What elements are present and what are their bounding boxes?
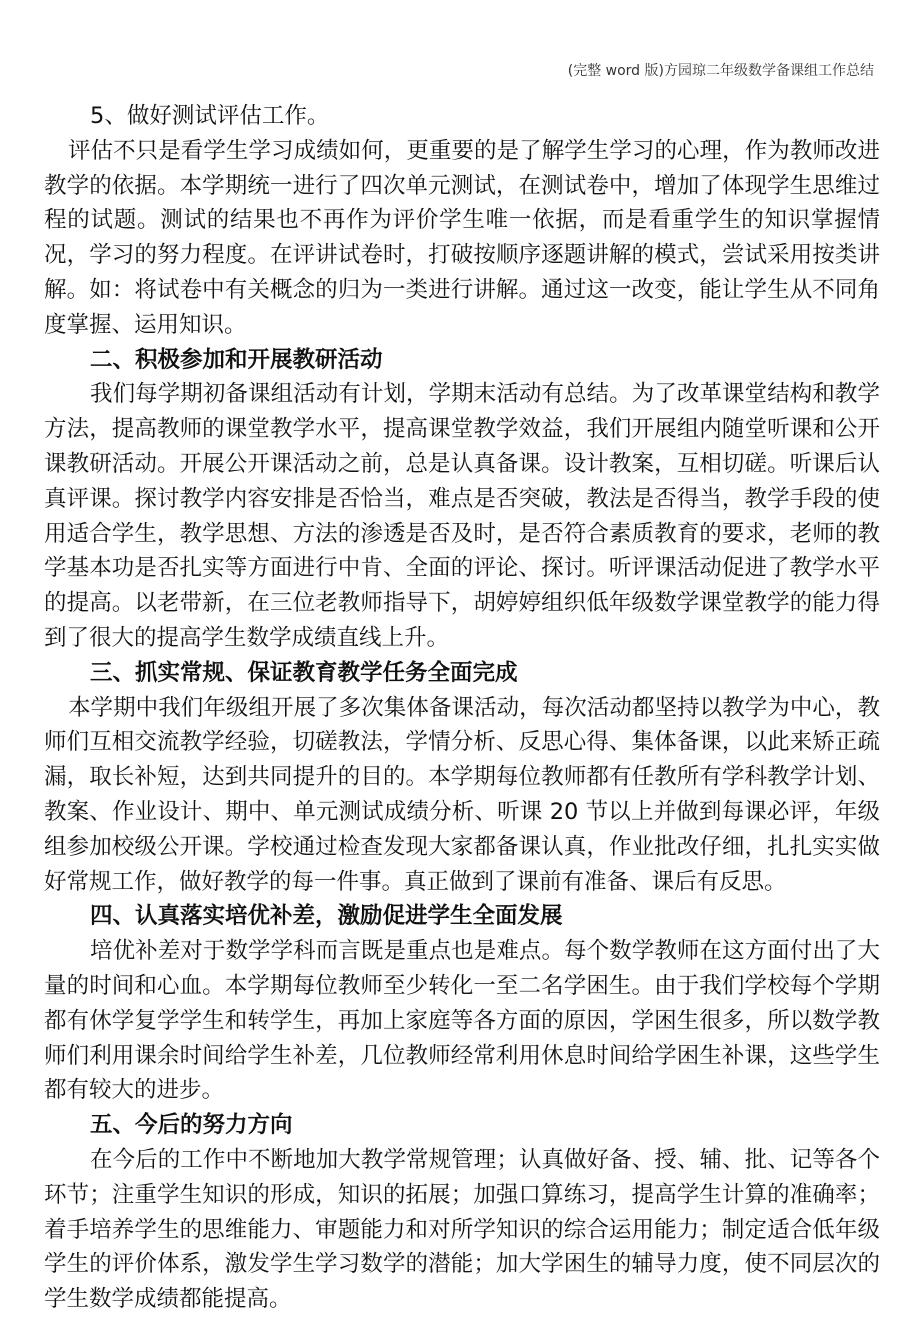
section2-heading: 二、积极参加和开展教研活动	[90, 346, 383, 373]
section4-heading: 四、认真落实培优补差，激励促进学生全面发展	[90, 903, 563, 930]
document-body	[44, 99, 880, 1317]
section3-paragraph: 本学期中我们年级组开展了多次集体备课活动，每次活动都坚持以教学为中心，教师们互相交流教学经验，切磋教法，学情分析、反思心得、集体备课，以此来矫正疏漏，取长补短，达到共同提升的目的。本学期每位教师都有任教所有学科教学计划、教案、作业设计、期中、单元测试成绩分析、听课 20 节以上并做到每课必评，年级组参加校级公开课。学校通过检查发现大家都备课认真，作业批改仔细，扎扎实实做好常规工作，做好教学的每一件事。真正做到了课前有准备、课后有反思。	[44, 694, 880, 895]
item5-title: 5、做好测试评估工作。	[90, 103, 330, 129]
section3-heading: 三、抓实常规、保证教育教学任务全面完成	[90, 659, 518, 686]
section2-paragraph: 我们每学期初备课组活动有计划，学期末活动有总结。为了改革课堂结构和教学方法，提高教师的课堂教学水平，提高课堂教学效益，我们开展组内随堂听课和公开课教研活动。开展公开课活动之前，总是认真备课。设计教案，互相切磋。听课后认真评课。探讨教学内容安排是否恰当，难点是否突破，教法是否得当，教学手段的使用适合学生，教学思想、方法的渗透是否及时，是否符合素质教育的要求，老师的教学基本功是否扎实等方面进行中肯、全面的评论、探讨。听评课活动促进了教学水平的提高。以老带新，在三位老教师指导下，胡婷婷组织低年级数学课堂教学的能力得到了很大的提高学生数学成绩直线上升。	[44, 381, 880, 651]
section4-paragraph: 培优补差对于数学学科而言既是重点也是难点。每个数学教师在这方面付出了大量的时间和心血。本学期每位教师至少转化一至二名学困生。由于我们学校每个学期都有休学复学学生和转学生，再加上家庭等各方面的原因，学困生很多，所以数学教师们利用课余时间给学生补差，几位教师经常利用休息时间给学困生补课，这些学生都有较大的进步。	[44, 938, 880, 1104]
item5-paragraph: 评估不只是看学生学习成绩如何，更重要的是了解学生学习的心理，作为教师改进教学的依据。本学期统一进行了四次单元测试，在测试卷中，增加了体现学生思维过程的试题。测试的结果也不再作为评价学生唯一依据，而是看重学生的知识掌握情况，学习的努力程度。在评讲试卷时，打破按顺序逐题讲解的模式，尝试采用按类讲解。如：将试卷中有关概念的归为一类进行讲解。通过这一改变，能让学生从不同角度掌握、运用知识。	[44, 137, 880, 338]
section5-heading: 五、今后的努力方向	[90, 1112, 293, 1139]
running-header: (完整 word 版)方园琼二年级数学备课组工作总结	[567, 63, 874, 79]
section5-paragraph: 在今后的工作中不断地加大教学常规管理；认真做好备、授、辅、批、记等各个环节；注重学生知识的形成，知识的拓展；加强口算练习，提高学生计算的准确率；着手培养学生的思维能力、审题能力和对所学知识的综合运用能力；制定适合低年级学生的评价体系，激发学生学习数学的潜能；加大学困生的辅导力度，使不同层次的学生数学成绩都能提高。	[44, 1146, 880, 1313]
